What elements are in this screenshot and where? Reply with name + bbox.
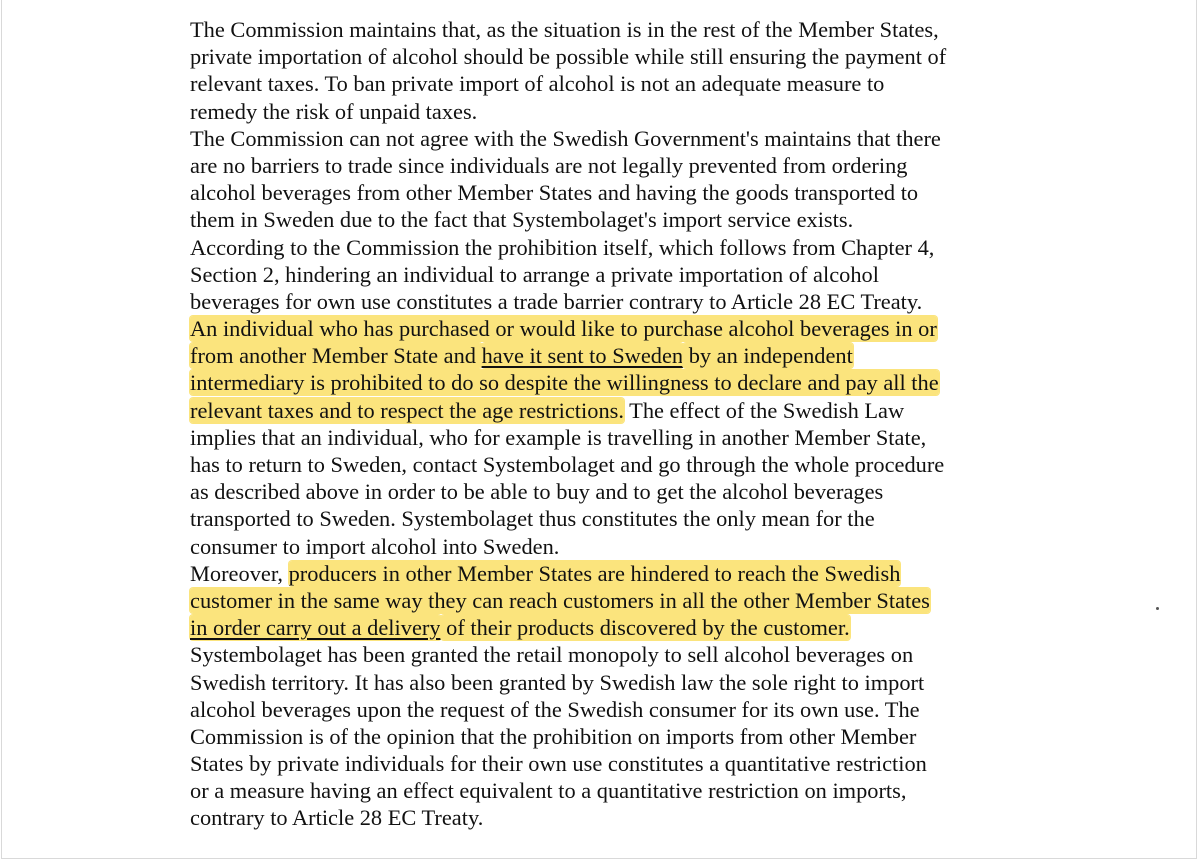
underlined-highlighted-text: in order carry out a delivery	[190, 615, 441, 641]
text-line	[190, 315, 1070, 342]
text-line	[190, 777, 1070, 804]
text-line	[190, 614, 1070, 641]
text-segment: alcohol beverages from other Member States and having the goods transported to	[190, 180, 919, 206]
text-segment: alcohol beverages upon the request of the Swedish consumer for its own use. The	[190, 696, 920, 722]
text-line	[190, 424, 1070, 451]
text-segment: According to the Commission the prohibition itself, which follows from Chapter 4,	[190, 234, 935, 260]
text-line	[190, 804, 1070, 831]
text-segment: as described above in order to be able to buy and to get the alcohol beverages	[190, 479, 884, 505]
text-line	[190, 288, 1070, 315]
highlighted-text: by an independent	[683, 343, 853, 369]
text-line	[190, 587, 1070, 614]
document-body	[190, 16, 1070, 832]
text-line	[190, 560, 1070, 587]
highlighted-text: producers in other Member States are hindered to reach the Swedish	[288, 560, 901, 586]
highlighted-text: customer in the same way they can reach customers in all the other Member States	[190, 587, 930, 613]
text-segment: Systembolaget has been granted the retail monopoly to sell alcohol beverages on	[190, 642, 914, 668]
text-segment: has to return to Sweden, contact Systembolaget and go through the whole procedure	[190, 452, 945, 477]
highlighted-text: from another Member State and	[190, 343, 482, 369]
text-line	[190, 206, 1070, 233]
text-line	[190, 234, 1070, 261]
text-segment: beverages for own use constitutes a trade barrier contrary to Article 28 EC Treaty.	[190, 288, 923, 314]
text-segment: consumer to import alcohol into Sweden.	[190, 533, 560, 559]
text-line	[190, 125, 1070, 152]
text-segment: Moreover,	[190, 560, 289, 586]
text-segment: contrary to Article 28 EC Treaty.	[190, 805, 484, 831]
text-segment: Commission is of the opinion that the prohibition on imports from other Member	[190, 723, 917, 749]
text-line	[190, 696, 1070, 723]
text-line	[190, 43, 1070, 70]
text-segment: relevant taxes. To ban private import of alcohol is not an adequate measure to	[190, 71, 885, 97]
text-segment: States by private individuals for their own use constitutes a quantitative restriction	[190, 751, 927, 777]
text-line	[190, 750, 1070, 777]
highlighted-text: relevant taxes and to respect the age restrictions.	[190, 397, 624, 423]
text-segment: or a measure having an effect equivalent to a quantitative restriction on imports,	[190, 778, 907, 804]
text-segment: transported to Sweden. Systembolaget thus constitutes the only mean for the	[190, 506, 875, 532]
text-segment: are no barriers to trade since individuals are not legally prevented from ordering	[190, 152, 908, 178]
text-line	[190, 16, 1070, 43]
text-line	[190, 152, 1070, 179]
text-line	[190, 505, 1070, 532]
text-segment: The Commission can not agree with the Swedish Government's maintains that there	[190, 125, 941, 151]
text-line	[190, 723, 1070, 750]
text-line	[190, 98, 1070, 125]
text-line	[190, 342, 1070, 369]
text-line	[190, 70, 1070, 97]
text-line	[190, 533, 1070, 560]
underlined-highlighted-text: have it sent to Sweden	[481, 343, 684, 369]
text-segment: remedy the risk of unpaid taxes.	[190, 98, 478, 124]
text-line	[190, 261, 1070, 288]
text-line	[190, 397, 1070, 424]
text-segment: The effect of the Swedish Law	[623, 397, 905, 423]
text-line	[190, 179, 1070, 206]
text-line	[190, 369, 1070, 396]
text-segment: them in Sweden due to the fact that Systembolaget's import service exists.	[190, 207, 854, 233]
highlighted-text: An individual who has purchased or would like to purchase alcohol beverages in or	[190, 316, 937, 342]
text-segment: Section 2, hindering an individual to arrange a private importation of alcohol	[190, 261, 879, 287]
text-line	[190, 478, 1070, 505]
text-segment: Swedish territory. It has also been granted by Swedish law the sole right to import	[190, 669, 925, 695]
page-edge-mark	[1156, 607, 1159, 610]
highlighted-text: of their products discovered by the customer.	[440, 615, 850, 641]
text-line	[190, 451, 1070, 478]
text-line	[190, 669, 1070, 696]
text-segment: private importation of alcohol should be possible while still ensuring the payment of	[190, 44, 947, 70]
highlighted-text: intermediary is prohibited to do so despite the willingness to declare and pay all the	[190, 370, 939, 396]
text-segment: implies that an individual, who for example is travelling in another Member State,	[190, 424, 927, 450]
text-segment: The Commission maintains that, as the situation is in the rest of the Member States,	[190, 17, 939, 42]
text-line	[190, 641, 1070, 668]
